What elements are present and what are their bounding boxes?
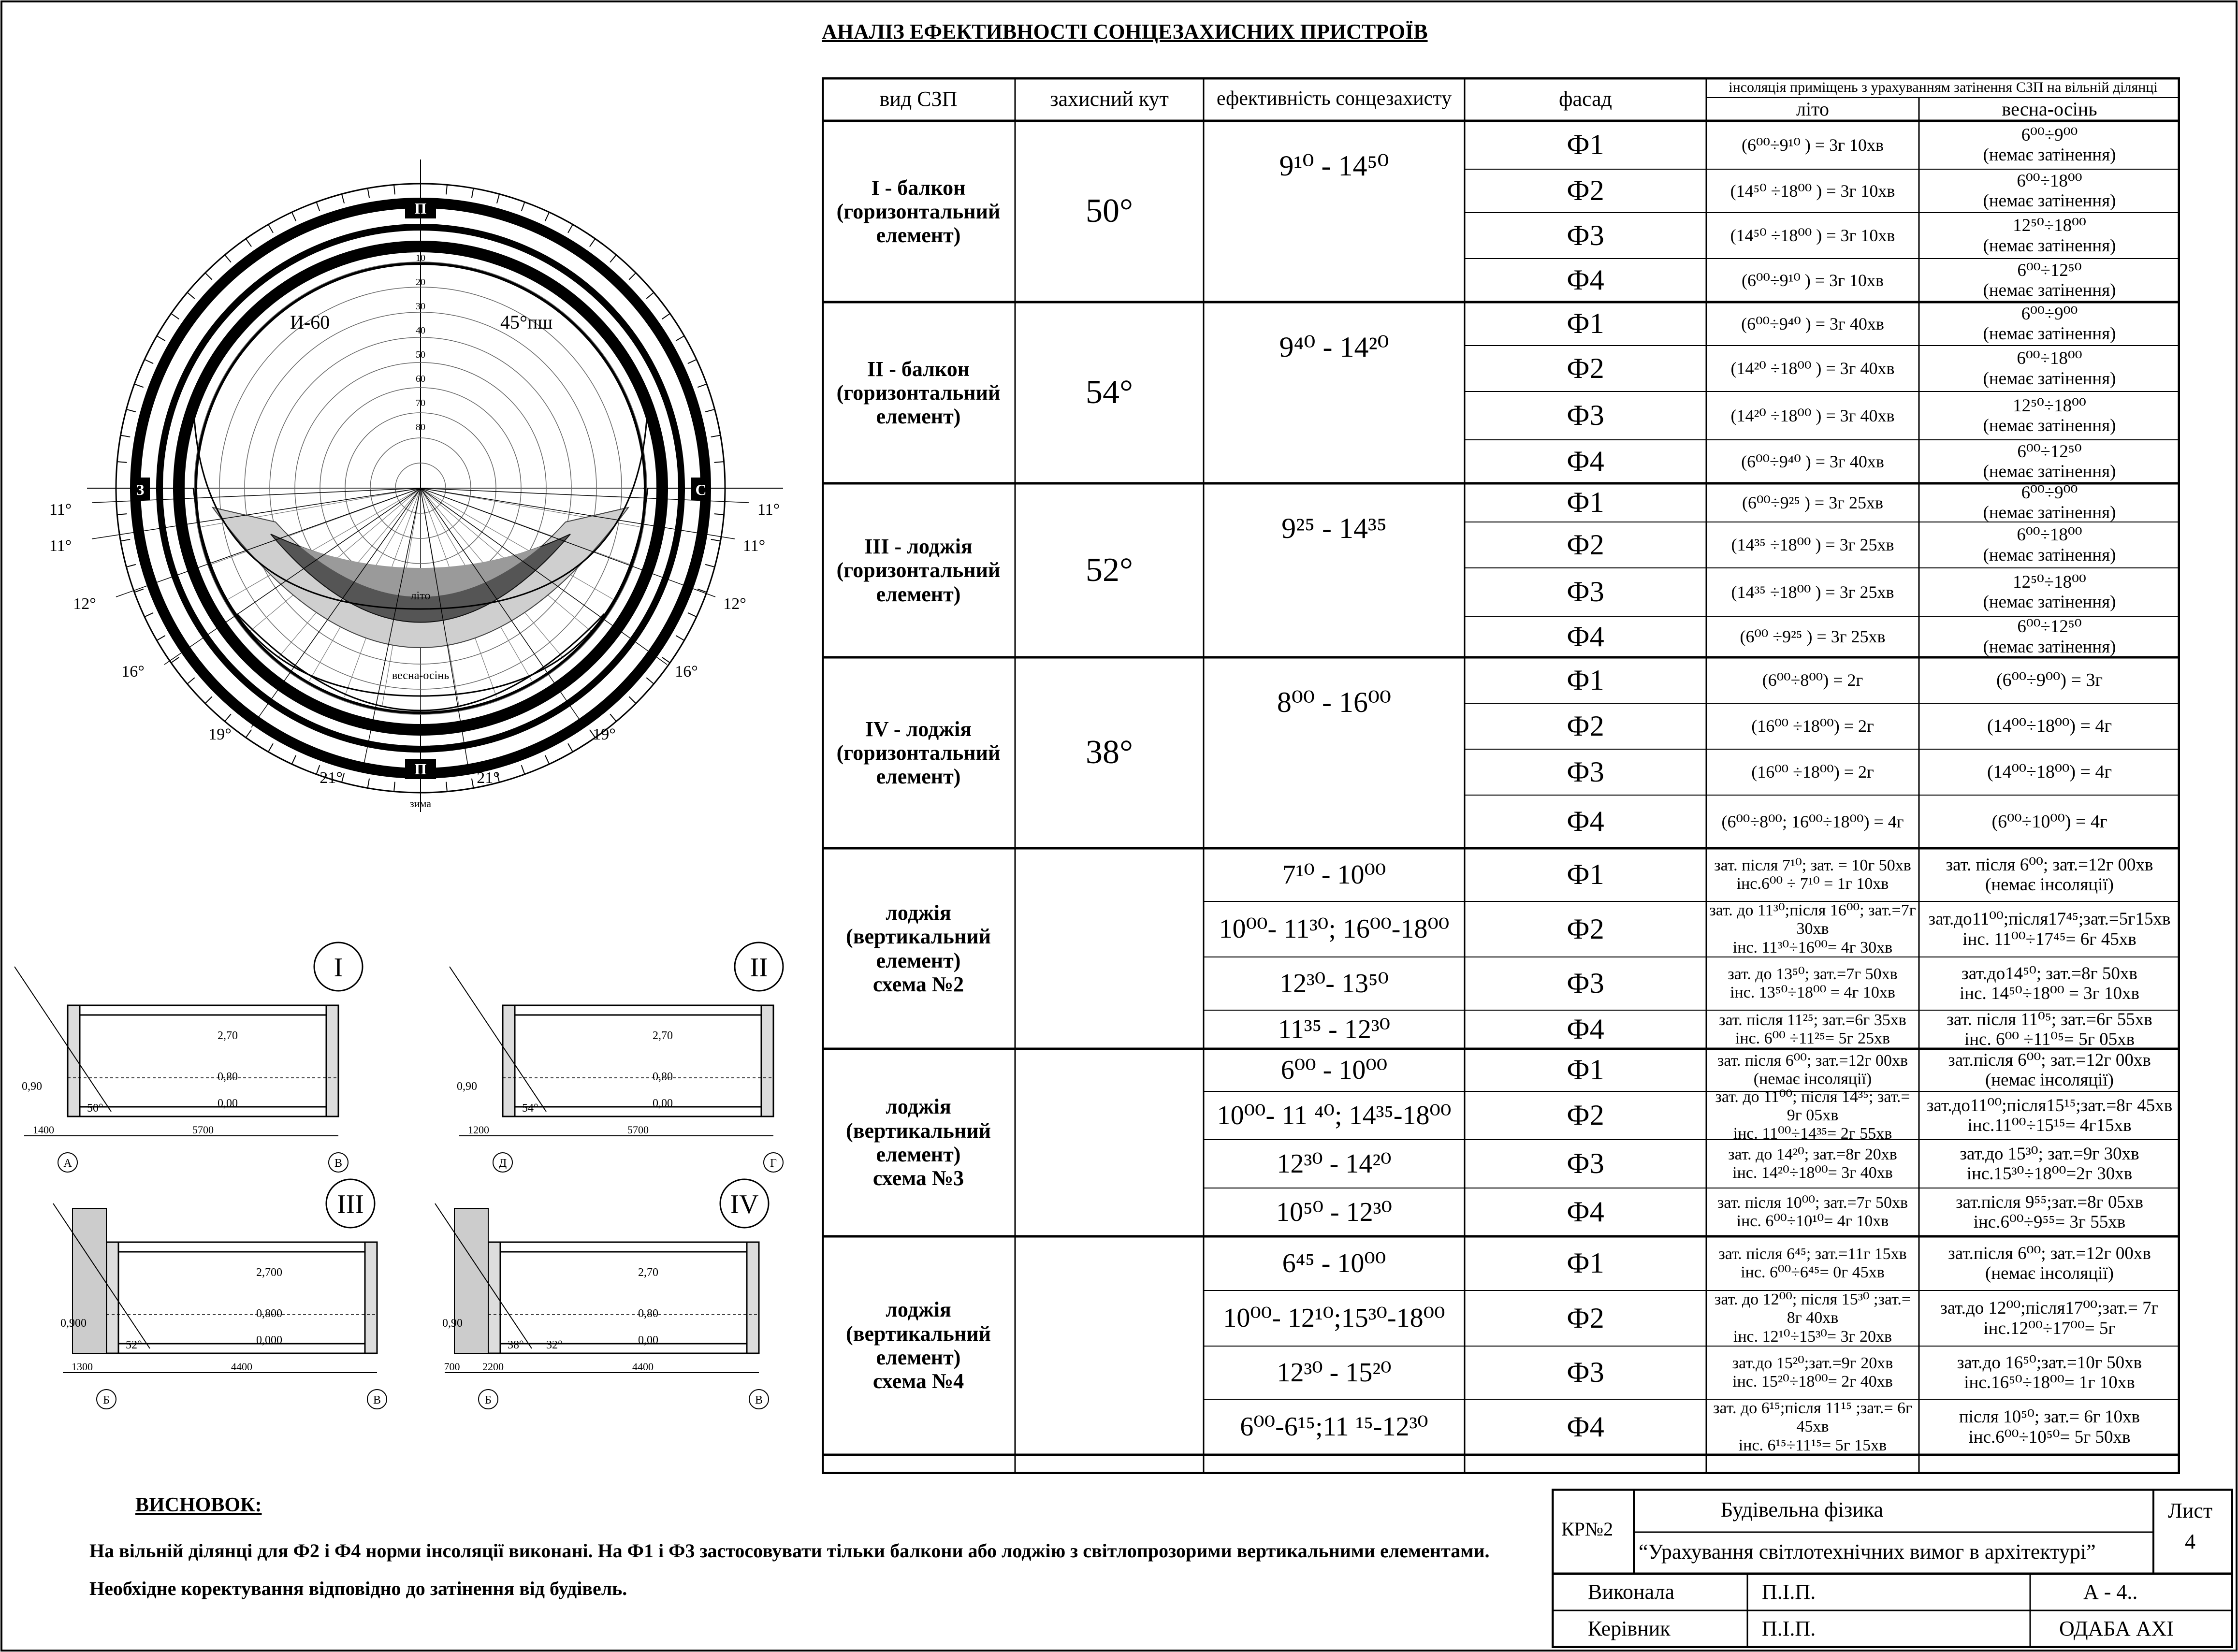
altitude-label: 50 [416, 349, 425, 360]
row-summer: (16⁰⁰ ÷18⁰⁰) = 2г [1751, 716, 1874, 736]
outer-tick [711, 539, 721, 541]
row-efficiency: 7¹⁰ - 10⁰⁰ [1282, 859, 1386, 890]
row-summer: (6⁰⁰÷9²⁵ ) = 3г 25хв [1742, 493, 1883, 512]
height-mark: 0,90 [457, 1080, 477, 1093]
row-spring: після 10⁵⁰; зат.= 6г 10хв інс.6⁰⁰÷10⁵⁰= 5г 50хв [1959, 1407, 2140, 1447]
row-efficiency: 11³⁵ - 12³⁰ [1278, 1014, 1391, 1044]
row-angle: 54° [1086, 374, 1133, 411]
section-number: II [750, 953, 768, 983]
row-spring: зат.до 12⁰⁰;після17⁰⁰;зат.= 7г інс.12⁰⁰÷17⁰⁰= 5г [1940, 1298, 2159, 1338]
row-facade: Ф4 [1567, 1196, 1604, 1228]
header-type: вид СЗП [879, 87, 958, 111]
outer-tick [205, 273, 212, 280]
outer-tick [317, 202, 320, 211]
wall-left [503, 1005, 515, 1116]
sun-path-chart [0, 87, 822, 957]
row-summer: (14²⁰ ÷18⁰⁰ ) = 3г 40хв [1730, 406, 1895, 425]
floor-slab [68, 1107, 338, 1116]
header-angle: захисний кут [1050, 87, 1169, 111]
outer-tick [676, 336, 684, 341]
row-facade: Ф4 [1567, 805, 1604, 838]
row-facade: Ф2 [1567, 352, 1604, 384]
section-number: IV [730, 1189, 759, 1219]
outer-tick [610, 255, 616, 262]
outer-tick [688, 613, 697, 617]
height-mark: 0,900 [60, 1317, 87, 1330]
outer-tick [126, 565, 135, 567]
row-facade: Ф2 [1567, 1302, 1604, 1334]
section-angle: 38° [508, 1339, 524, 1351]
height-mark: 2,70 [638, 1266, 658, 1279]
row-summer: (14³⁵ ÷18⁰⁰ ) = 3г 25хв [1731, 582, 1894, 602]
row-summer: (6⁰⁰÷9⁴⁰ ) = 3г 40хв [1741, 314, 1884, 333]
row-spring: зат.до11⁰⁰;після17⁴⁵;зат.=5г15хв інс. 11⁰⁰÷17⁴⁵= 6г 45хв [1928, 909, 2171, 949]
row-facade: Ф2 [1567, 913, 1604, 945]
row-summer: зат. до 13⁵⁰; зат.=7г 50хв інс. 13⁵⁰÷18⁰⁰ = 4г 10хв [1728, 965, 1898, 1001]
label-right: 45°пш [500, 311, 553, 333]
outer-tick [171, 657, 179, 663]
row-facade: Ф4 [1567, 620, 1604, 652]
altitude-label: 40 [416, 325, 425, 336]
row-spring: 6⁰⁰÷18⁰⁰ (немає затінення) [1983, 348, 2116, 389]
dim-label: 700 [444, 1361, 460, 1373]
row-summer: (14³⁵ ÷18⁰⁰ ) = 3г 25хв [1731, 535, 1894, 555]
outer-tick [545, 755, 549, 764]
outer-tick [187, 292, 194, 299]
side-angle-left: 11° [49, 501, 72, 519]
wall-left [488, 1242, 500, 1353]
row-efficiency: 12³⁰- 13⁵⁰ [1279, 968, 1389, 999]
row-summer: зат. до 6¹⁵;після 11¹⁵ ;зат.= 6г 45хв інс. 6¹⁵÷11¹⁵= 5г 15хв [1713, 1399, 1912, 1454]
row-spring: зат. після 6⁰⁰; зат.=12г 00хв (немає інсоляції) [1946, 855, 2153, 895]
row-type: I - балкон (горизонтальний елемент) [836, 175, 1001, 247]
row-summer: (14⁵⁰ ÷18⁰⁰ ) = 3г 10хв [1730, 226, 1895, 246]
side-angle-right: 16° [675, 663, 698, 681]
outer-tick [590, 239, 595, 246]
outer-tick [472, 779, 473, 788]
side-angle-right: 11° [757, 501, 780, 519]
height-mark: 0,00 [218, 1097, 238, 1110]
outer-tick [522, 765, 525, 774]
row-spring: зат.після 6⁰⁰; зат.=12г 00хв (немає інсоляції) [1948, 1050, 2151, 1090]
section-II [450, 942, 783, 1172]
label-winter: зима [410, 797, 431, 810]
axis-label: А [63, 1157, 72, 1170]
outer-tick [394, 782, 395, 792]
floor-slab [106, 1344, 377, 1353]
row-summer: зат. після 6⁰⁰; зат.=12г 00хв (немає інсоляції) [1717, 1051, 1908, 1088]
altitude-label: 60 [416, 374, 425, 384]
altitude-label: 20 [416, 277, 425, 288]
outer-tick [629, 273, 636, 280]
row-summer: зат. після 6⁴⁵; зат.=11г 15хв інс. 6⁰⁰÷6⁴⁵= 0г 45хв [1718, 1245, 1907, 1281]
dim-label: 1300 [72, 1361, 93, 1373]
height-mark: 0,80 [653, 1071, 673, 1083]
section-number: III [337, 1189, 364, 1219]
outer-tick [714, 462, 724, 463]
outer-tick [629, 696, 636, 703]
outer-tick [157, 336, 165, 341]
height-mark: 0,80 [638, 1307, 658, 1320]
row-efficiency: 6⁰⁰-6¹⁵;11 ¹⁵-12³⁰ [1240, 1412, 1428, 1442]
height-mark: 0,90 [442, 1317, 463, 1330]
outer-tick [711, 435, 721, 437]
row-spring: (14⁰⁰÷18⁰⁰) = 4г [1987, 762, 2112, 783]
stamp-subject: Будівельна фізика [1721, 1498, 1884, 1522]
height-mark: 0,000 [256, 1334, 282, 1347]
height-mark: 0,80 [218, 1071, 238, 1083]
altitude-label: 10 [416, 253, 425, 263]
row-facade: Ф3 [1567, 219, 1604, 251]
header-efficiency: ефективність сонцезахисту [1216, 87, 1452, 110]
row-facade: Ф2 [1567, 710, 1604, 742]
row-efficiency: 8⁰⁰ - 16⁰⁰ [1277, 686, 1392, 718]
outer-tick [545, 212, 549, 221]
side-angle-left: 11° [49, 537, 72, 555]
row-facade: Ф3 [1567, 576, 1604, 608]
row-facade: Ф2 [1567, 528, 1604, 561]
row-efficiency: 10⁵⁰ - 12³⁰ [1276, 1197, 1392, 1227]
height-mark: 0,90 [22, 1080, 42, 1093]
row-facade: Ф1 [1567, 858, 1604, 891]
header-facade: фасад [1558, 87, 1613, 111]
axis-label: В [334, 1157, 343, 1170]
row-efficiency: 9²⁵ - 14³⁵ [1281, 512, 1387, 544]
page-title: АНАЛІЗ ЕФЕКТИВНОСТІ СОНЦЕЗАХИСНИХ ПРИСТРОЇВ [822, 20, 1428, 43]
outer-tick [472, 188, 473, 198]
row-spring: 6⁰⁰÷12⁵⁰ (немає затінення) [1983, 260, 2116, 300]
row-facade: Ф1 [1567, 664, 1604, 696]
section-angle: 52° [126, 1339, 142, 1351]
outer-tick [292, 755, 296, 764]
balcony-block [454, 1208, 488, 1353]
stamp-performed-name: П.І.П. [1762, 1580, 1816, 1604]
header-summer: літо [1796, 98, 1830, 120]
row-efficiency: 9¹⁰ - 14⁵⁰ [1279, 150, 1389, 182]
wall-left [68, 1005, 80, 1116]
section-diagrams [0, 933, 822, 1440]
row-efficiency: 12³⁰ - 14²⁰ [1277, 1148, 1392, 1179]
dim-label: 4400 [231, 1361, 252, 1373]
row-facade: Ф3 [1567, 967, 1604, 1000]
section-angle-2: 32° [546, 1339, 563, 1351]
row-facade: Ф4 [1567, 445, 1604, 478]
row-facade: Ф4 [1567, 1410, 1604, 1443]
height-mark: 0,00 [653, 1097, 673, 1110]
row-efficiency: 6⁰⁰ - 10⁰⁰ [1280, 1055, 1388, 1085]
row-spring: зат.до 15³⁰; зат.=9г 30хв інс.15³⁰÷18⁰⁰=2г 30хв [1960, 1144, 2139, 1184]
row-facade: Ф3 [1567, 399, 1604, 432]
outer-tick [268, 224, 273, 232]
side-angle-left: 16° [121, 663, 145, 681]
conclusion-heading: ВИСНОВОК: [135, 1494, 262, 1516]
side-angle-right: 12° [723, 595, 746, 613]
row-spring: 12⁵⁰÷18⁰⁰ (немає затінення) [1983, 395, 2116, 435]
dim-label: 5700 [192, 1124, 214, 1136]
floor-slab [503, 1107, 773, 1116]
row-type: II - балкон (горизонтальний елемент) [836, 357, 1001, 429]
stamp-supervisor-name: П.І.П. [1762, 1617, 1816, 1640]
outer-tick [121, 539, 131, 541]
outer-tick [342, 194, 344, 203]
outer-tick [368, 188, 369, 198]
outer-tick [268, 743, 273, 752]
outer-tick [497, 194, 499, 203]
outer-tick [568, 224, 573, 232]
row-efficiency: 9⁴⁰ - 14²⁰ [1279, 331, 1389, 363]
axis-label: В [755, 1394, 763, 1406]
altitude-label: 30 [416, 301, 425, 312]
dim-label: 4400 [632, 1361, 654, 1373]
dim-label: 2200 [482, 1361, 504, 1373]
side-angle-left: 21° [320, 769, 343, 787]
outer-tick [187, 678, 194, 684]
row-spring: 12⁵⁰÷18⁰⁰ (немає затінення) [1983, 216, 2116, 256]
row-type: IV - лоджія (горизонтальний елемент) [836, 717, 1001, 789]
wall-right [747, 1242, 759, 1353]
row-spring: 12⁵⁰÷18⁰⁰ (немає затінення) [1983, 572, 2116, 612]
label-summer: літо [410, 590, 431, 602]
dim-label: 1200 [468, 1124, 489, 1136]
stamp-sheet-number: 4 [2185, 1530, 2195, 1553]
row-facade: Ф1 [1567, 1247, 1604, 1279]
row-summer: зат. до 12⁰⁰; після 15³⁰ ;зат.= 8г 40хв інс. 12¹⁰÷15³⁰= 3г 20хв [1714, 1290, 1911, 1346]
row-spring: зат.до 16⁵⁰;зат.=10г 50хв інс.16⁵⁰÷18⁰⁰= 1г 10хв [1957, 1352, 2142, 1392]
row-spring: (14⁰⁰÷18⁰⁰) = 4г [1987, 716, 2112, 737]
row-type: лоджія (вертикальний елемент) схема №4 [846, 1298, 991, 1393]
stamp-code: КР№2 [1561, 1518, 1613, 1540]
row-facade: Ф4 [1567, 1013, 1604, 1045]
row-spring: (6⁰⁰÷9⁰⁰) = 3г [1996, 670, 2103, 691]
stamp-group: А - 4.. [2083, 1580, 2138, 1604]
row-spring: 6⁰⁰÷12⁵⁰ (немає затінення) [1983, 617, 2116, 657]
row-facade: Ф3 [1567, 1147, 1604, 1180]
outer-tick [145, 613, 153, 617]
outer-tick [117, 514, 127, 515]
row-type: лоджія (вертикальний елемент) схема №3 [846, 1095, 991, 1190]
stamp-topic: “Урахування світлотехнічних вимог в архітектурі” [1639, 1540, 2096, 1564]
north-label: П [414, 200, 427, 217]
section-I [15, 942, 363, 1172]
row-summer: (16⁰⁰ ÷18⁰⁰) = 2г [1751, 762, 1874, 782]
altitude-label: 70 [416, 398, 425, 408]
row-facade: Ф1 [1567, 1054, 1604, 1086]
row-spring: зат. після 11⁰⁵; зат.=6г 55хв інс. 6⁰⁰ ÷11⁰⁵= 5г 05хв [1947, 1009, 2152, 1049]
outer-tick [368, 779, 369, 788]
row-efficiency: 12³⁰ - 15²⁰ [1277, 1357, 1392, 1388]
row-facade: Ф1 [1567, 129, 1604, 161]
outer-tick [394, 185, 395, 194]
outer-tick [225, 255, 231, 262]
outer-tick [446, 782, 447, 792]
row-spring: 6⁰⁰÷18⁰⁰ (немає затінення) [1983, 171, 2116, 211]
outer-tick [698, 384, 707, 388]
row-facade: Ф1 [1567, 307, 1604, 340]
floor-slab [488, 1344, 759, 1353]
row-spring: 6⁰⁰÷12⁵⁰ (немає затінення) [1983, 441, 2116, 481]
side-angle-right: 19° [593, 725, 616, 743]
label-spring: весна-осінь [392, 669, 450, 682]
row-spring: (6⁰⁰÷10⁰⁰) = 4г [1991, 811, 2107, 832]
row-summer: зат. після 11²⁵; зат.=6г 35хв інс. 6⁰⁰ ÷11²⁵= 5г 25хв [1719, 1011, 1906, 1047]
balcony-block [73, 1208, 106, 1353]
sun-protection-table [822, 77, 2180, 1474]
row-summer: зат. до 11⁰⁰; після 14³⁵; зат.= 9г 05хв інс. 11⁰⁰÷14³⁵= 2г 55хв [1715, 1087, 1910, 1143]
stamp-performed: Виконала [1588, 1580, 1674, 1604]
row-spring: 6⁰⁰÷9⁰⁰ (немає затінення) [1983, 304, 2116, 344]
outer-tick [522, 202, 525, 211]
row-spring: зат.після 9⁵⁵;зат.=8г 05хв інс.6⁰⁰÷9⁵⁵= 3г 55хв [1955, 1192, 2143, 1232]
section-IV [435, 1179, 769, 1409]
west-label: З [136, 481, 145, 498]
side-angle-right: 21° [477, 769, 500, 787]
height-mark: 0,800 [256, 1307, 282, 1320]
ceiling-slab [68, 1005, 338, 1015]
row-efficiency: 10⁰⁰- 12¹⁰;15³⁰-18⁰⁰ [1223, 1303, 1445, 1333]
row-summer: (6⁰⁰÷9¹⁰ ) = 3г 10хв [1742, 270, 1884, 290]
wall-right [761, 1005, 773, 1116]
dim-label: 1400 [33, 1124, 54, 1136]
row-facade: Ф3 [1567, 755, 1604, 788]
height-mark: 2,70 [653, 1029, 673, 1042]
altitude-label: 80 [416, 422, 425, 433]
axis-label: В [373, 1394, 381, 1406]
conclusion-text: На вільній ділянці для Ф2 і Ф4 норми інсоляції виконані. На Ф1 і Ф3 застосовувати тільки балкони або лоджію з світлопрозорими вертикальними елементами. Необхідне коректування відповідно до затінення від будівель. [89, 1540, 1490, 1599]
outer-tick [145, 360, 153, 363]
outer-tick [610, 714, 616, 721]
row-spring: зат.до11⁰⁰;після15¹⁵;зат.=8г 45хв інс.11⁰⁰÷15¹⁵= 4г15хв [1926, 1095, 2173, 1135]
row-spring: 6⁰⁰÷9⁰⁰ (немає затінення) [1983, 125, 2116, 165]
row-efficiency: 6⁴⁵ - 10⁰⁰ [1282, 1248, 1386, 1278]
outer-tick [126, 409, 135, 412]
row-spring: 6⁰⁰÷18⁰⁰ (немає затінення) [1983, 525, 2116, 565]
row-summer: (6⁰⁰ ÷9²⁵ ) = 3г 25хв [1740, 627, 1886, 647]
row-summer: (6⁰⁰÷9¹⁰ ) = 3г 10хв [1742, 135, 1884, 155]
outer-tick [134, 384, 144, 388]
outer-tick [676, 636, 684, 640]
row-angle: 50° [1086, 192, 1133, 230]
row-summer: (6⁰⁰÷8⁰⁰) = 2г [1762, 670, 1863, 690]
row-spring: зат.до14⁵⁰; зат.=8г 50хв інс. 14⁵⁰÷18⁰⁰ = 3г 10хв [1960, 963, 2139, 1003]
height-mark: 0,00 [638, 1334, 658, 1347]
row-facade: Ф2 [1567, 1099, 1604, 1131]
row-spring: 6⁰⁰÷9⁰⁰ (немає затінення) [1983, 482, 2116, 522]
dim-label: 5700 [627, 1124, 649, 1136]
stamp-school: ОДАБА АХІ [2059, 1617, 2174, 1640]
row-summer: (6⁰⁰÷8⁰⁰; 16⁰⁰÷18⁰⁰) = 4г [1721, 812, 1904, 831]
ceiling-slab [106, 1242, 377, 1252]
section-III [53, 1179, 387, 1409]
row-summer: зат. до 11³⁰;після 16⁰⁰; зат.=7г 30хв інс. 11³⁰÷16⁰⁰= 4г 30хв [1709, 901, 1916, 956]
row-angle: 38° [1086, 734, 1133, 771]
row-type: лоджія (вертикальний елемент) схема №2 [846, 900, 991, 996]
row-summer: (14⁵⁰ ÷18⁰⁰ ) = 3г 10хв [1730, 181, 1895, 201]
east-label: С [695, 481, 707, 498]
row-angle: 52° [1086, 551, 1133, 589]
ceiling-slab [503, 1005, 773, 1015]
side-angle-right: 11° [742, 537, 766, 555]
header-spring: весна-осінь [2002, 98, 2097, 120]
label-left: И-60 [290, 311, 330, 333]
height-mark: 2,700 [256, 1266, 282, 1279]
outer-tick [568, 743, 573, 752]
wall-left [106, 1242, 118, 1353]
row-summer: зат.до 15²⁰;зат.=9г 20хв інс. 15²⁰÷18⁰⁰= 2г 40хв [1732, 1354, 1893, 1391]
row-facade: Ф2 [1567, 174, 1604, 207]
side-angle-left: 12° [73, 595, 96, 613]
section-number: I [334, 953, 343, 983]
height-mark: 2,70 [218, 1029, 238, 1042]
outer-tick [705, 409, 714, 412]
row-facade: Ф3 [1567, 1356, 1604, 1389]
south-label: П [414, 760, 427, 778]
row-spring: зат.після 6⁰⁰; зат.=12г 00хв (немає інсоляції) [1948, 1243, 2151, 1283]
wall-right [365, 1242, 377, 1353]
outer-tick [246, 730, 251, 738]
outer-tick [117, 462, 127, 463]
outer-tick [171, 314, 179, 319]
row-efficiency: 10⁰⁰- 11³⁰; 16⁰⁰-18⁰⁰ [1219, 914, 1450, 944]
stamp-sheet-label: Лист [2168, 1499, 2213, 1522]
section-angle: 50° [87, 1102, 103, 1115]
row-summer: (6⁰⁰÷9⁴⁰ ) = 3г 40хв [1741, 451, 1884, 471]
outer-tick [662, 314, 670, 319]
row-type: III - лоджія (горизонтальний елемент) [836, 535, 1001, 606]
ceiling-slab [488, 1242, 759, 1252]
row-summer: зат. після 7¹⁰; зат. = 10г 50хв інс.6⁰⁰ ÷ 7¹⁰ = 1г 10хв [1714, 856, 1911, 893]
outer-tick [714, 514, 724, 515]
row-summer: зат. до 14²⁰; зат.=8г 20хв інс. 14²⁰÷18⁰⁰= 3г 40хв [1728, 1145, 1897, 1182]
outer-tick [157, 636, 165, 640]
axis-label: Г [770, 1157, 777, 1170]
outer-tick [246, 239, 251, 246]
outer-tick [646, 292, 654, 299]
axis-label: Б [103, 1394, 110, 1406]
outer-tick [292, 212, 296, 221]
axis-label: Д [498, 1157, 507, 1170]
outer-tick [205, 696, 212, 703]
side-angle-left: 19° [208, 725, 232, 743]
title-block [1552, 1489, 2233, 1648]
row-facade: Ф4 [1567, 264, 1604, 296]
row-summer: зат. після 10⁰⁰; зат.=7г 50хв інс. 6⁰⁰÷10¹⁰= 4г 10хв [1717, 1193, 1908, 1230]
section-angle: 54° [522, 1102, 538, 1115]
wall-right [326, 1005, 338, 1116]
outer-tick [121, 435, 131, 437]
outer-tick [688, 360, 697, 363]
outer-tick [225, 714, 231, 721]
row-summer: (14²⁰ ÷18⁰⁰ ) = 3г 40хв [1730, 359, 1895, 378]
header-insolation: інсоляція приміщень з урахуванням затінення СЗП на вільній ділянці [1729, 79, 2158, 96]
row-facade: Ф1 [1567, 486, 1604, 519]
axis-label: Б [485, 1394, 492, 1406]
outer-tick [446, 185, 447, 194]
row-efficiency: 10⁰⁰- 11 ⁴⁰; 14³⁵-18⁰⁰ [1217, 1100, 1452, 1130]
outer-tick [705, 565, 714, 567]
stamp-supervisor: Керівник [1588, 1617, 1671, 1640]
outer-tick [646, 678, 654, 684]
